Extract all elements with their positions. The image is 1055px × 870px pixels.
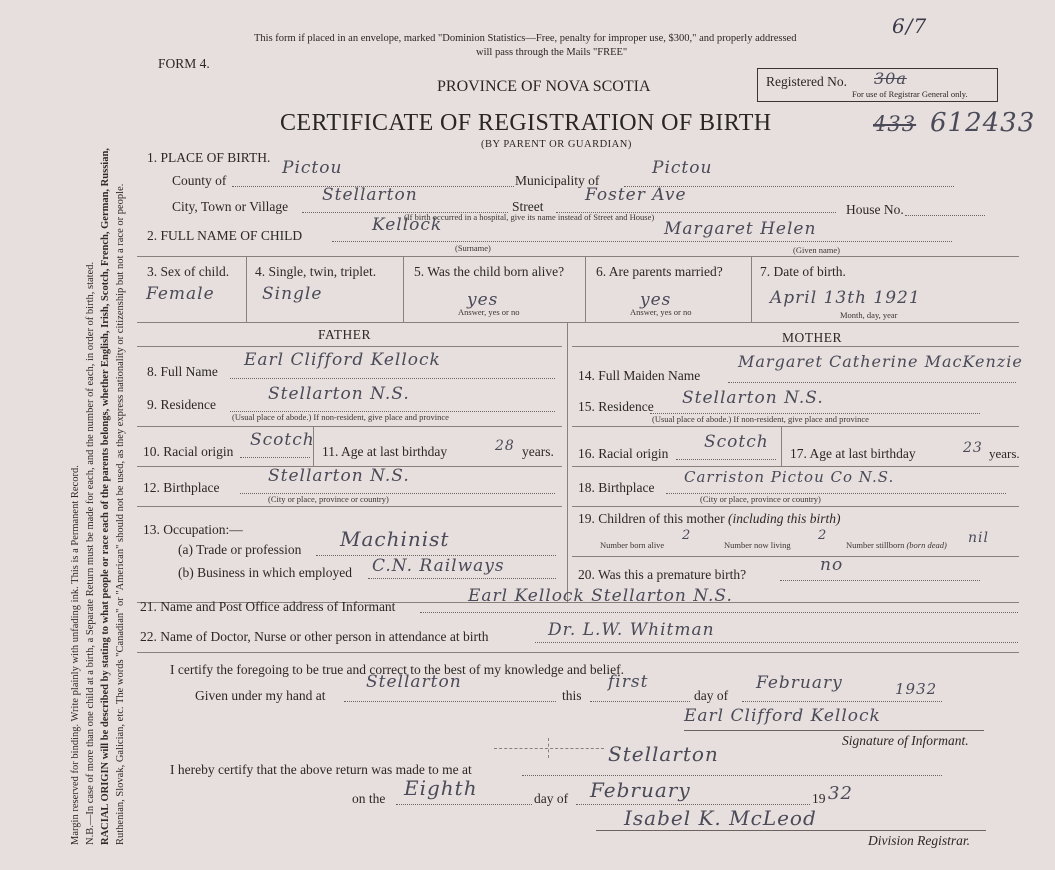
father-residence-label: 9. Residence bbox=[147, 397, 216, 412]
married-label: 6. Are parents married? bbox=[596, 264, 723, 279]
given-caption: (Given name) bbox=[793, 245, 840, 255]
trade-value: Machinist bbox=[340, 527, 450, 551]
born-alive-value: yes bbox=[467, 290, 499, 310]
mother-age-label: 17. Age at last birthday bbox=[790, 446, 916, 461]
on-the-label: on the bbox=[352, 791, 386, 806]
year-value: 1932 bbox=[895, 680, 938, 698]
margin-note-racial-origin: RACIAL ORIGIN will be described by stating to what people or race each of the parents belongs, whether English, Irish, Scotch, French, German, Russian, bbox=[100, 148, 111, 845]
registered-label: Registered No. bbox=[766, 74, 847, 89]
envelope-note: This form if placed in an envelope, marked "Dominion Statistics—Free, penalty for improper use, $300," and properly addressed bbox=[254, 33, 797, 44]
stamp-number: 6/7 bbox=[892, 14, 928, 38]
place-of-birth-label: 1. PLACE OF BIRTH. bbox=[147, 150, 271, 165]
father-name-label: 8. Full Name bbox=[147, 364, 218, 379]
father-racial-value: Scotch bbox=[250, 430, 315, 450]
margin-note-racial-origin-2: Ruthenian, Slovak, Galician, etc. The words "Canadian" or "American" should not be used, as they express nationality or citizenship but not a race or people. bbox=[115, 183, 126, 845]
city-label: City, Town or Village bbox=[172, 199, 289, 214]
plurality-label: 4. Single, twin, triplet. bbox=[255, 264, 377, 279]
city-value: Stellarton bbox=[322, 185, 418, 205]
registrar-signature: Isabel K. McLeod bbox=[624, 806, 817, 830]
month-value-2: February bbox=[590, 778, 691, 802]
father-residence-caption: (Usual place of abode.) If non-resident, give place and province bbox=[232, 412, 449, 422]
registrar-statement: I hereby certify that the above return was made to me at bbox=[170, 762, 472, 777]
street-value: Foster Ave bbox=[585, 185, 687, 205]
informant-label: 21. Name and Post Office address of Informant bbox=[140, 599, 396, 614]
born-alive-count-value: 2 bbox=[682, 528, 692, 543]
given-place-value: Stellarton bbox=[366, 672, 462, 692]
county-label: County of bbox=[172, 173, 227, 188]
mother-birthplace-value: Carriston Pictou Co N.S. bbox=[684, 468, 895, 486]
mother-racial-label: 16. Racial origin bbox=[578, 446, 669, 461]
children-label-italic: (including this birth) bbox=[727, 511, 841, 526]
father-heading: FATHER bbox=[318, 327, 372, 342]
born-alive-caption: Answer, yes or no bbox=[458, 307, 520, 317]
stillborn-note: (born dead) bbox=[906, 540, 947, 550]
month-value: February bbox=[756, 673, 843, 693]
father-residence-value: Stellarton N.S. bbox=[268, 384, 410, 404]
registered-note: For use of Registrar General only. bbox=[852, 89, 968, 99]
doctor-label: 22. Name of Doctor, Nurse or other person in attendance at birth bbox=[140, 629, 489, 644]
father-age-value: 28 bbox=[495, 438, 515, 454]
margin-note-multiple-births: N.B.—In case of more than one child at a birth, a Separate Return must be made for each, and the number of each, in order of birth, stated. bbox=[85, 261, 96, 845]
living-count-value: 2 bbox=[818, 528, 828, 543]
mother-age-value: 23 bbox=[963, 440, 983, 456]
premature-label: 20. Was this a premature birth? bbox=[578, 567, 747, 582]
child-name-label: 2. FULL NAME OF CHILD bbox=[147, 228, 303, 243]
born-alive-count-label: Number born alive bbox=[600, 540, 665, 550]
father-birthplace-label: 12. Birthplace bbox=[143, 480, 220, 495]
surname-caption: (Surname) bbox=[455, 243, 491, 253]
birth-date-value: April 13th 1921 bbox=[770, 288, 921, 308]
sex-value: Female bbox=[146, 284, 215, 304]
county-value: Pictou bbox=[282, 158, 343, 178]
mother-heading: MOTHER bbox=[782, 330, 842, 345]
mother-racial-value: Scotch bbox=[704, 432, 769, 452]
sex-label: 3. Sex of child. bbox=[147, 264, 230, 279]
stillborn-value: nil bbox=[968, 530, 989, 546]
married-value: yes bbox=[640, 290, 672, 310]
birth-date-caption: Month, day, year bbox=[840, 310, 898, 320]
child-given-value: Margaret Helen bbox=[664, 219, 817, 239]
premature-value: no bbox=[820, 555, 844, 575]
registered-number-box bbox=[757, 68, 998, 102]
year-prefix: 19 bbox=[812, 791, 826, 806]
title-number: 612433 bbox=[930, 108, 1036, 138]
this-label: this bbox=[562, 688, 582, 703]
informant-signature: Earl Clifford Kellock bbox=[684, 706, 881, 726]
form-number: FORM 4. bbox=[158, 56, 210, 71]
municipality-value: Pictou bbox=[652, 158, 713, 178]
doctor-value: Dr. L.W. Whitman bbox=[548, 620, 715, 640]
on-day-value: Eighth bbox=[404, 776, 478, 800]
mother-residence-caption: (Usual place of abode.) If non-resident, give place and province bbox=[652, 414, 869, 424]
child-surname-value: Kellock bbox=[372, 215, 443, 235]
mother-residence-value: Stellarton N.S. bbox=[682, 388, 824, 408]
house-number-label: House No. bbox=[846, 202, 904, 217]
informant-signature-caption: Signature of Informant. bbox=[842, 733, 969, 748]
plurality-value: Single bbox=[262, 284, 323, 304]
trade-label: (a) Trade or profession bbox=[178, 542, 302, 557]
birth-date-label: 7. Date of birth. bbox=[760, 264, 846, 279]
father-birthplace-value: Stellarton N.S. bbox=[268, 466, 410, 486]
registrar-place-value: Stellarton bbox=[608, 742, 719, 766]
envelope-note-2: will pass through the Mails "FREE" bbox=[476, 47, 628, 58]
occupation-label: 13. Occupation:— bbox=[143, 522, 243, 537]
born-alive-label: 5. Was the child born alive? bbox=[414, 264, 565, 279]
father-age-unit: years. bbox=[522, 444, 554, 459]
title-number-struck: 433 bbox=[873, 112, 917, 136]
business-value: C.N. Railways bbox=[372, 556, 505, 576]
year-suffix: 32 bbox=[828, 783, 853, 804]
children-label-text: 19. Children of this mother bbox=[578, 511, 725, 526]
day-of-label: day of bbox=[694, 688, 729, 703]
father-name-value: Earl Clifford Kellock bbox=[244, 350, 441, 370]
mother-birthplace-label: 18. Birthplace bbox=[578, 480, 655, 495]
father-racial-label: 10. Racial origin bbox=[143, 444, 234, 459]
hospital-note: (If birth occurred in a hospital, give its name instead of Street and House) bbox=[404, 212, 655, 222]
registrar-caption: Division Registrar. bbox=[868, 833, 971, 848]
certificate-subtitle: (BY PARENT OR GUARDIAN) bbox=[481, 139, 632, 150]
married-caption: Answer, yes or no bbox=[630, 307, 692, 317]
registered-value: 30a bbox=[874, 69, 907, 88]
mother-birthplace-caption: (City or place, province or country) bbox=[700, 494, 821, 504]
father-birthplace-caption: (City or place, province or country) bbox=[268, 494, 389, 504]
stillborn-label-text: Number stillborn bbox=[846, 540, 905, 550]
informant-value: Earl Kellock Stellarton N.S. bbox=[468, 586, 733, 606]
father-age-label: 11. Age at last birthday bbox=[322, 444, 448, 459]
mother-residence-label: 15. Residence bbox=[578, 399, 654, 414]
given-under-label: Given under my hand at bbox=[195, 688, 326, 703]
certificate-title: CERTIFICATE OF REGISTRATION OF BIRTH bbox=[280, 110, 772, 136]
municipality-label: Municipality of bbox=[515, 173, 600, 188]
street-label: Street bbox=[512, 199, 544, 214]
certification-statement: I certify the foregoing to be true and correct to the best of my knowledge and belief. bbox=[170, 662, 624, 677]
day-of-label-2: day of bbox=[534, 791, 569, 806]
mother-age-unit: years. bbox=[989, 446, 1020, 461]
business-label: (b) Business in which employed bbox=[178, 565, 352, 580]
living-count-label: Number now living bbox=[724, 540, 791, 550]
children-label bbox=[578, 511, 840, 527]
this-day-value: first bbox=[608, 672, 649, 692]
margin-note-binding: Margin reserved for binding. Write plainly with unfading ink. This is a Permanent Record. bbox=[70, 465, 81, 845]
mother-name-label: 14. Full Maiden Name bbox=[578, 368, 701, 383]
mother-name-value: Margaret Catherine MacKenzie bbox=[738, 352, 1023, 371]
stillborn-label bbox=[846, 540, 947, 550]
province-heading: PROVINCE OF NOVA SCOTIA bbox=[437, 78, 651, 95]
